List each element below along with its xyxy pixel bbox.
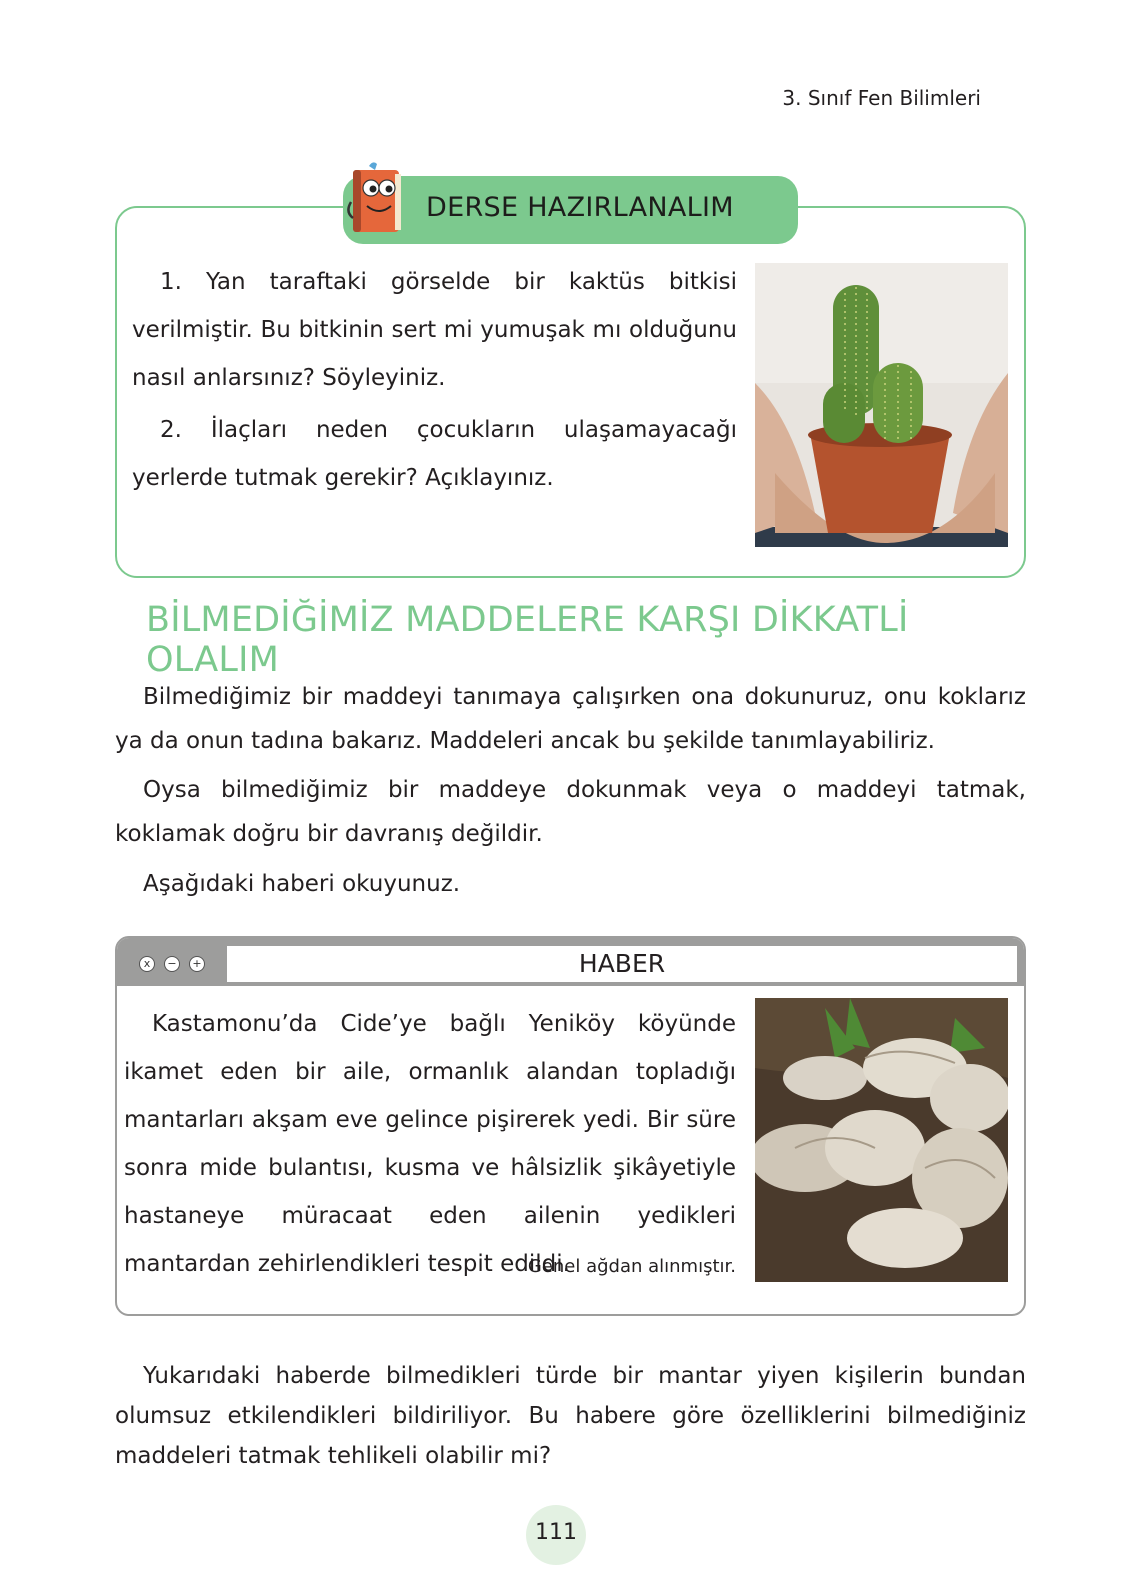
book-mascot-icon bbox=[347, 162, 409, 238]
paragraph-1: Bilmediğimiz bir maddeyi tanımaya çalışırken ona dokunuruz, onu koklarız ya da onun tadına bakarız. Maddeleri ancak bu şekilde tanımlayabiliriz. bbox=[115, 684, 1026, 754]
question-1 bbox=[132, 258, 737, 402]
news-source: Genel ağdan alınmıştır. bbox=[527, 1256, 736, 1277]
prep-tab-label: DERSE HAZIRLANALIM bbox=[426, 192, 734, 223]
news-title-field bbox=[227, 946, 1017, 982]
question-2 bbox=[132, 406, 737, 502]
news-title: HABER bbox=[578, 949, 666, 978]
section-title: BİLMEDİĞİMİZ MADDELERE KARŞI DİKKATLİ OLALIM bbox=[146, 600, 909, 680]
paragraph-2: Oysa bilmediğimiz bir maddeye dokunmak veya o maddeyi tatmak, koklamak doğru bir davranış değildir. bbox=[115, 777, 1026, 847]
question-1-text: Yan taraftaki görselde bir kaktüs bitkisi verilmiştir. Bu bitkinin sert mi yumuşak mı olduğunu nasıl anlarsınız? Söyleyiniz. bbox=[132, 269, 737, 391]
window-minimize-icon: − bbox=[164, 956, 180, 972]
news-window-titlebar bbox=[117, 938, 1024, 986]
closing-question: Yukarıdaki haberde bilmedikleri türde bir mantar yiyen kişilerin bundan olumsuz etkilendikleri bildiriliyor. Bu habere göre özelliklerini bilmediğiniz maddeleri tatmak tehlikeli olabilir mi? bbox=[115, 1363, 1026, 1469]
window-close-icon: x bbox=[139, 956, 155, 972]
news-text: Kastamonu’da Cide’ye bağlı Yeniköy köyünde ikamet eden bir aile, ormanlık alandan topladığı mantarları akşam eve gelince pişirerek yedi. Bir süre sonra mide bulantısı, kusma ve hâlsizlik şikâyetiyle hastaneye müracaat eden ailenin yedikleri mantardan zehirlendikleri tespit edildi. bbox=[124, 1011, 736, 1277]
wild-mushrooms-photo bbox=[755, 998, 1008, 1282]
page-number: 111 bbox=[535, 1520, 577, 1545]
question-2-text: İlaçları neden çocukların ulaşamayacağı yerlerde tutmak gerekir? Açıklayınız. bbox=[132, 417, 737, 491]
question-1-number: 1. bbox=[160, 269, 182, 295]
book-header-title: 3. Sınıf Fen Bilimleri bbox=[782, 86, 981, 110]
question-2-number: 2. bbox=[160, 417, 182, 443]
paragraph-3: Aşağıdaki haberi okuyunuz. bbox=[143, 871, 461, 897]
window-maximize-icon: + bbox=[189, 956, 205, 972]
cactus-in-hands-photo bbox=[755, 263, 1008, 547]
